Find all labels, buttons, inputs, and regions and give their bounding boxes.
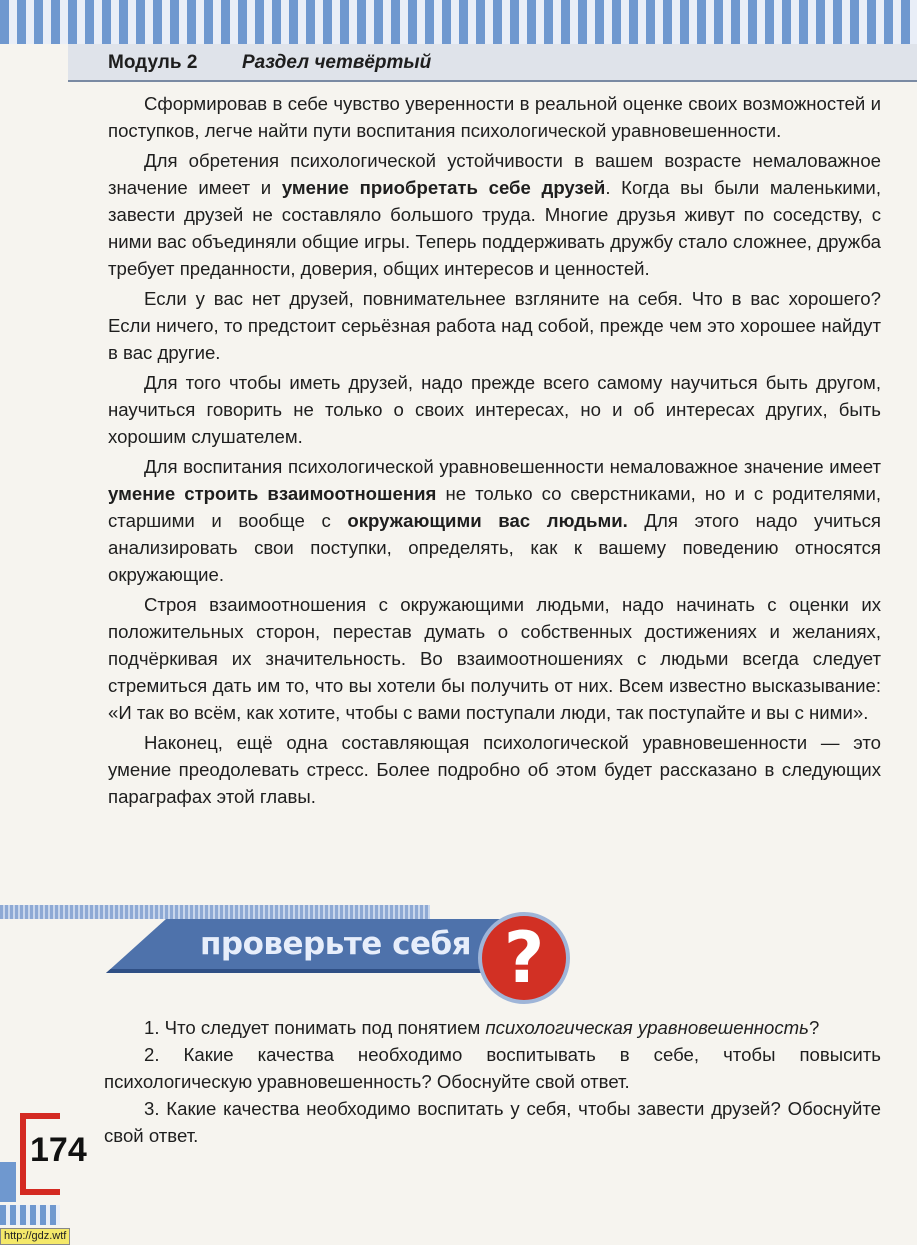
- question-1: 1. Что следует понимать под понятием психологическая уравновешенность?: [144, 1017, 820, 1038]
- check-yourself-title: проверьте себя: [200, 926, 472, 962]
- page-header: [68, 44, 917, 82]
- watermark-link[interactable]: http://gdz.wtf: [0, 1228, 70, 1245]
- paragraph-4: Для того чтобы иметь друзей, надо прежде всего самому научиться быть другом, научиться говорить не только о своих интересах, но и об интересах других, быть хорошим слушателем.: [108, 372, 881, 447]
- module-label: Модуль 2: [108, 52, 198, 73]
- left-margin-bar: [0, 1162, 16, 1202]
- paragraph-5: Для воспитания психологической уравновешенности немаловажное значение имеет умение строить взаимоотношения не только со сверстниками, но и с родителями, старшими и вообще с окружающими вас людьми. Для этого надо учиться анализировать свои поступки, определять, как к вашему поведению относятся окружающие.: [108, 456, 881, 585]
- paragraph-6: Строя взаимоотношения с окружающими людьми, надо начинать с оценки их положительных сторон, перестав думать о собственных достижениях и желаниях, подчёркивая их значительность. Во взаимоотношениях с людьми всегда следует стремиться дать им то, что вы хотели бы получить от них. Всем известно высказывание: «И так во всём, как хотите, чтобы с вами поступали люди, так поступайте и вы с ними».: [108, 594, 881, 723]
- paragraph-7: Наконец, ещё одна составляющая психологической уравновешенности — это умение преодолевать стресс. Более подробно об этом будет рассказано в следующих параграфах этой главы.: [108, 732, 881, 807]
- top-stripe-decoration: [0, 0, 917, 44]
- section-label: Раздел четвёртый: [242, 52, 432, 73]
- main-text: [108, 90, 881, 810]
- paragraph-3: Если у вас нет друзей, повнимательнее взгляните на себя. Что в вас хорошего? Если ничего, то предстоит серьёзная работа над собой, прежде чем это хорошее найдут в вас другие.: [108, 288, 881, 363]
- question-3: 3. Какие качества необходимо воспитать у себя, чтобы завести друзей? Обоснуйте свой ответ.: [104, 1098, 881, 1146]
- question-mark-icon: ?: [478, 912, 570, 1004]
- bold-term-people: окружающими вас людьми.: [347, 510, 628, 531]
- banner-stripe-decoration: [0, 905, 430, 919]
- italic-term: психологическая уравновешенность: [485, 1017, 809, 1038]
- bottom-stripe-decoration: [0, 1205, 60, 1225]
- questions-list: [104, 1014, 881, 1149]
- bold-term-relationships: умение строить взаимоотношения: [108, 483, 437, 504]
- question-2: 2. Какие качества необходимо воспитывать в себе, чтобы повысить психологическую уравновешенность? Обоснуйте свой ответ.: [104, 1044, 881, 1092]
- bold-term-friends: умение приобретать себе друзей: [281, 177, 606, 198]
- paragraph-1: Сформировав в себе чувство уверенности в реальной оценке своих возможностей и поступков, легче найти пути воспитания психологической уравновешенности.: [108, 93, 881, 141]
- page-number: 174: [30, 1131, 87, 1169]
- paragraph-2: Для обретения психологической устойчивости в вашем возрасте немаловажное значение имеет и умение приобретать себе друзей. Когда вы были маленькими, завести друзей не составляло большого труда. Многие друзья живут по соседству, с ними вас объединяли общие игры. Теперь поддерживать дружбу стало сложнее, дружба требует преданности, доверия, общих интересов и ценностей.: [108, 150, 881, 279]
